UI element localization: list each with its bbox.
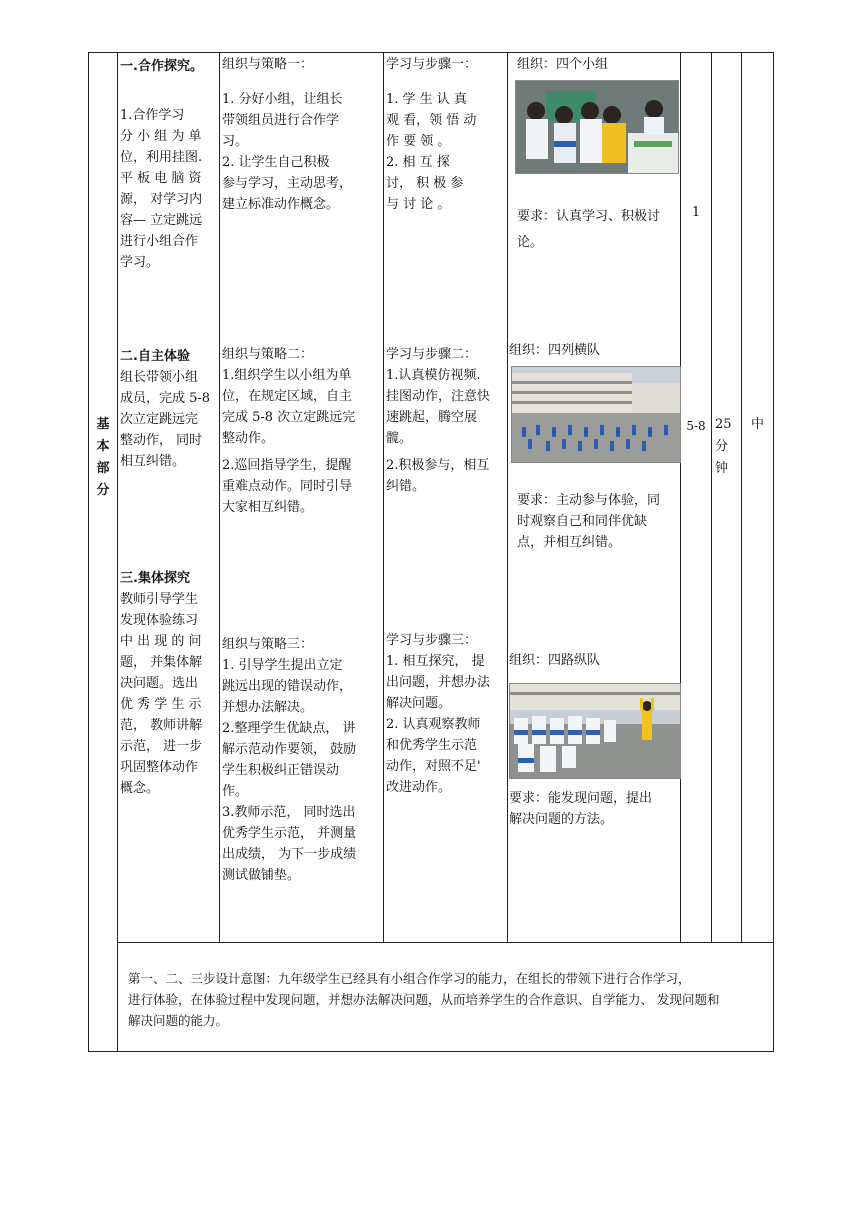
strategy-title-3: 组织与策略三：: [222, 637, 314, 652]
org-title-2: 组织：四列横队: [509, 343, 601, 358]
steps-block-2: 学习与步骤二： 1.认真模仿视频. 挂图动作，注意快 速跳起，腾空展 髋。 2.积极参与，相互 纠错。: [386, 344, 506, 497]
line-formation-photo: [511, 366, 681, 463]
steps-title-2: 学习与步骤二：: [386, 347, 478, 362]
count-value: 5-8: [686, 419, 706, 433]
row-divider: [117, 942, 774, 943]
steps-title-1: 学习与步骤一：: [386, 57, 478, 72]
org-req-3: 要求：能发现问题，提出 解决问题的方法。: [509, 791, 653, 827]
col-border: [117, 52, 118, 1052]
strategy-block-2: 组织与策略二： 1.组织学生以小组为单 位，在规定区域，自主 完成 5-8 次立定跳远完 整动作。 2.巡回指导学生，提醒 重难点动作。同时引导 大家相互纠错。: [222, 344, 382, 518]
steps-block-1: 学习与步骤一： 1. 学 生 认 真 观 看，领 悟 动 作 要 领 。 2. 相 互 探 讨， 积 极 参 与 讨 论 。: [386, 54, 506, 215]
col-border: [88, 52, 89, 1052]
strategy-title-1: 组织与策略一：: [222, 57, 314, 72]
table-bottom-border: [88, 1051, 774, 1052]
duration-value: 25 分 钟: [715, 417, 732, 476]
content-title-3: 三.集体探究: [120, 571, 190, 586]
org-title-3: 组织：四路纵队: [509, 653, 601, 668]
section-label: 基 本 部 分: [96, 417, 110, 498]
steps-block-3: 学习与步骤三： 1. 相互探究， 提 出问题，并想办法 解决问题。 2. 认真观察教师 和优秀学生示范 动作，对照不足' 改进动作。: [386, 630, 506, 798]
org-title-1: 组织：四个小组: [517, 57, 609, 72]
column-formation-photo: [509, 683, 681, 779]
strategy-block-1: 组织与策略一： 1. 分好小组，让组长 带领组员进行合作学 习。 2. 让学生自己积极 参与学习，主动思考， 建立标准动作概念。: [222, 54, 382, 215]
content-block-2: 二.自主体验 组长带领小组 成员，完成 5-8 次立定跳远完 整动作， 同时 相互纠错。: [120, 346, 218, 472]
col-border: [507, 52, 508, 943]
steps-title-3: 学习与步骤三：: [386, 633, 478, 648]
org-req-2: 要求：主动参与体验，同 时观察自己和同伴优缺 点，并相互纠错。: [517, 493, 661, 550]
strategy-block-3: 组织与策略三： 1. 引导学生提出立定 跳远出现的错误动作， 并想办法解决。 2.整理学生优缺点， 讲 解示范动作要领， 鼓励 学生积极纠正错误动 作。 3.教师示范， 同时选出 优秀学生示范， 并测量 出成绩， 为下一步成绩 测试做铺垫。: [222, 634, 382, 886]
content-block-1: 一.合作探究。 1.合作学习 分 小 组 为 单 位，利用挂图. 平 板 电 脑 资 源， 对学习内 容— 立定跳远 进行小组合作 学习。: [120, 56, 218, 273]
design-note: 第一、二、三步设计意图：九年级学生已经具有小组合作学习的能力，在组长的带领下进行合作学习， 进行体验，在体验过程中发现问题，并想办法解决问题，从而培养学生的合作意识、自学能力、 发现问题和 解决问题的能力。: [128, 971, 720, 1028]
col-border: [741, 52, 742, 943]
table-top-border: [88, 52, 774, 53]
col-border: [680, 52, 681, 943]
org-req-1: 要求：认真学习、积极讨 论。: [517, 209, 661, 250]
content-title-2: 二.自主体验: [120, 349, 190, 364]
content-title-1: 一.合作探究。: [120, 59, 203, 74]
col-border: [219, 52, 220, 943]
content-block-3: 三.集体探究 教师引导学生 发现体验练习 中 出 现 的 问 题， 并集体解 决问题。选出 优 秀 学 生 示 范， 教师讲解 示范， 进一步 巩固整体动作 概念。: [120, 568, 218, 799]
col-border: [773, 52, 774, 1052]
col-border: [711, 52, 712, 943]
group-study-photo: [515, 80, 679, 174]
col-border: [383, 52, 384, 943]
intensity-value: 中: [750, 417, 764, 432]
strategy-title-2: 组织与策略二：: [222, 347, 314, 362]
times-value: 1: [691, 205, 701, 220]
